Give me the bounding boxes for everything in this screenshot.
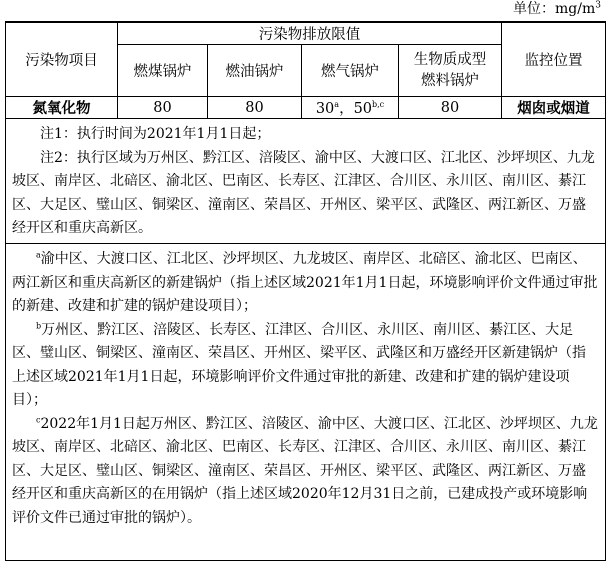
notes-block xyxy=(6,119,606,244)
header-oil-boiler: 燃油锅炉 xyxy=(208,45,302,97)
value-oil: 80 xyxy=(208,97,302,119)
row-pollutant-name: 氮氧化物 xyxy=(6,97,118,119)
value-biomass: 80 xyxy=(399,97,502,119)
footnote-a: $^a$渝中区、大渡口区、江北区、沙坪坝区、九龙坡区、南岸区、北碚区、渝北区、巴南区、两江新区和重庆高新区的新建锅炉（指上述区域2021年1月1日起，环境影响评价文件通过审批的新建、改建和扩建的锅炉建设项目）； xyxy=(12,250,598,314)
footnote-c: $^c$2022年1月1日起万州区、黔江区、涪陵区、渝中区、大渡口区、江北区、沙坪坝区、九龙坡区、南岸区、北碚区、渝北区、巴南区、长寿区、江津区、合川区、永川区、南川区、綦江区、大足区、璧山区、铜梁区、潼南区、荣昌区、开州区、梁平区、武隆区、两江新区、万盛经开区和重庆高新区的在用锅炉（指上述区域2020年12月31日之前，已建成投产或环境影响评价文件已通过审批的锅炉）。 xyxy=(12,414,598,526)
footnotes-block xyxy=(6,244,606,561)
header-monitoring-location: 监控位置 xyxy=(502,22,606,97)
header-gas-boiler: 燃气锅炉 xyxy=(302,45,399,97)
note-1: 注1：执行时间为2021年1月1日起； xyxy=(40,126,271,142)
value-gas: 30$^a$，50$^{b,c}$ xyxy=(302,97,399,119)
header-biomass-boiler: 生物质成型 燃料锅炉 xyxy=(399,45,502,97)
note-2: 注2：执行区域为万州区、黔江区、涪陵区、渝中区、大渡口区、江北区、沙坪坝区、九龙坡区、南岸区、北碚区、渝北区、巴南区、长寿区、江津区、合川区、永川区、南川区、綦江区、大足区、璧山区、铜梁区、潼南区、荣昌区、开州区、梁平区、武隆区、两江新区、万盛经开区和重庆高新区。 xyxy=(12,149,595,236)
value-monitoring-location: 烟囱或烟道 xyxy=(502,97,606,119)
emission-limit-table xyxy=(5,21,606,561)
unit-label: 单位：$mg/m^3$ xyxy=(513,0,601,17)
header-pollutant-item: 污染物项目 xyxy=(6,22,118,97)
header-coal-boiler: 燃煤锅炉 xyxy=(118,45,208,97)
header-emission-limit: 污染物排放限值 xyxy=(118,22,502,45)
footnote-b: $^b$万州区、黔江区、涪陵区、长寿区、江津区、合川区、永川区、南川区、綦江区、大足区、璧山区、铜梁区、潼南区、荣昌区、开州区、梁平区、武隆区和万盛经开区新建锅炉（指上述区域2021年1月1日起，环境影响评价文件通过审批的新建、改建和扩建的锅炉建设项目）； xyxy=(12,320,586,408)
value-coal: 80 xyxy=(118,97,208,119)
